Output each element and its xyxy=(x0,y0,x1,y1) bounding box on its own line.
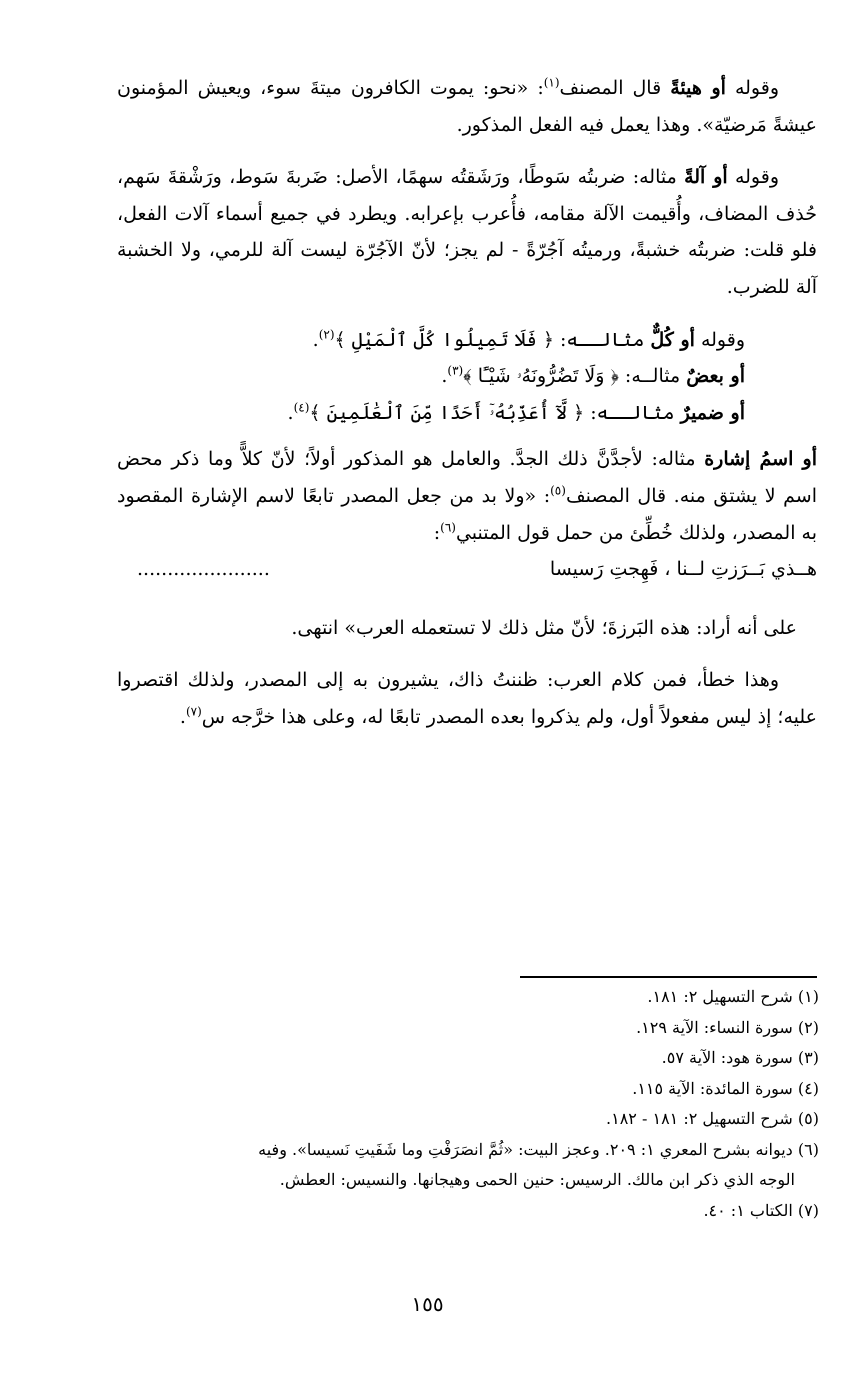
footnote-item xyxy=(99,1013,819,1044)
example-line xyxy=(117,395,817,432)
footnote-text: ديوانه بشرح المعري ١: ٢٠٩. وعجز البيت: «ثُمَّ انصَرَفْتِ وما شَفَيتِ نَسيسا». وفيه xyxy=(258,1139,793,1159)
text-run: : «ولا بد من جعل المصدر تابعًا لاسم الإشارة المقصود به المصدر، ولذلك خُطِّئ من حمل قول المتنبي xyxy=(117,484,817,544)
term-heading: أو بعضٌ xyxy=(686,365,745,388)
term-heading: أو ضميرٌ xyxy=(680,401,745,424)
footnote-item xyxy=(99,982,819,1013)
footnote-number: (٣) xyxy=(797,1048,819,1067)
text-run: . xyxy=(312,328,319,351)
text-run: : xyxy=(433,521,441,544)
text-run: . xyxy=(287,401,294,424)
footnote-divider xyxy=(520,976,817,978)
footnote-text: شرح التسهيل ٢: ١٨١. xyxy=(647,987,793,1006)
text-run: : «نحو: يموت الكافرون ميتةَ سوء، ويعيش المؤمنون عيشةً مَرضيّة». وهذا يعمل فيه الفعل المذكور. xyxy=(117,77,817,136)
footnote-ref: (٤) xyxy=(293,400,310,415)
main-text xyxy=(117,70,817,736)
footnote-text: سورة هود: الآية ٥٧. xyxy=(661,1048,793,1067)
footnote-item xyxy=(99,1043,819,1074)
footnote-ref: (٧) xyxy=(185,704,202,719)
footnote-item xyxy=(99,1104,819,1135)
text-run: وهذا خطأ، فمن كلام العرب: ظننتُ ذاك، يشيرون به إلى المصدر، ولذلك اقتصروا عليه؛ إذ ليس مفعولاً أول، ولم يذكروا بعده المصدر تابعًا له، وعلى هذا خرَّجه س xyxy=(117,669,817,728)
footnote-item xyxy=(99,1196,819,1227)
example-line xyxy=(117,358,817,395)
footnotes xyxy=(99,982,819,1226)
text-run: مثاله: ضربتُه سَوطًا، ورَشَقتُه سهمًا، الأصل: ضَربةَ سَوط، ورَشْقةَ سَهم، حُذف المضاف، وأُقيمت الآلة مقامه، فأُعرب بإعرابه. ويطرد في جميع أسماء آلات الفعل، فلو قلت: ضربتُه خشبةً، ورميتُه آجُرّةً - لم يجز؛ لأنّ الآجُرّة ليست آلة للرمي، ولا الخشبة آلة للضرب. xyxy=(117,166,817,298)
footnote-number: (٦) xyxy=(797,1139,819,1159)
footnote-item xyxy=(99,1135,819,1166)
verse-second-hemistich: ...................... xyxy=(137,558,270,581)
text-run: وقوله xyxy=(727,166,779,189)
term-heading: أو كُلٌّ xyxy=(650,328,695,351)
footnote-ref: (٣) xyxy=(447,363,464,378)
footnote-continuation: الوجه الذي ذكر ابن مالك. الرسيس: حنين الحمى وهيجانها. والنسيس: العطش. xyxy=(279,1170,795,1189)
footnote-number: (٧) xyxy=(797,1200,819,1220)
paragraph xyxy=(117,441,817,551)
text-run: وقوله xyxy=(694,328,745,351)
footnote-ref: (٥) xyxy=(550,483,566,498)
footnote-text: شرح التسهيل ٢: ١٨١ - ١٨٢. xyxy=(606,1109,793,1128)
footnote-text: الكتاب ١: ٤٠. xyxy=(703,1200,793,1220)
footnote-number: (١) xyxy=(797,987,819,1006)
example-line xyxy=(117,322,817,359)
footnote-ref: (٦) xyxy=(440,520,456,535)
paragraph: على أنه أراد: هذه البَرزةَ؛ لأنّ مثل ذلك لا تستعمله العرب» انتهى. xyxy=(291,616,797,639)
paragraph xyxy=(117,662,817,735)
text-run: مثاله: لأجدَّنَّ ذلك الجدَّ. والعامل هو المذكور أولاً؛ لأنّ كلاًّ وما ذكر محض اسم لا يشتق منه. قال المصنف xyxy=(117,448,818,507)
text-run: وقوله xyxy=(725,77,780,99)
footnote-ref: (٢) xyxy=(318,327,335,342)
footnote-ref: (١) xyxy=(543,75,560,90)
footnote-item xyxy=(99,1074,819,1105)
quran-quote: مثالــه: ﴿ وَلَا تَضُرُّونَهُۥ شَيْـًٔا ﴾ xyxy=(463,365,687,388)
text-run: قال المصنف xyxy=(559,77,671,99)
page-number: ١٥٥ xyxy=(411,1292,444,1316)
text-run: . xyxy=(179,705,186,728)
footnote-text: سورة النساء: الآية ١٢٩. xyxy=(636,1017,793,1037)
footnote-number: (٤) xyxy=(797,1078,819,1098)
term-heading: أو هيئةً xyxy=(670,77,726,99)
quran-quote: مثالــه: ﴿ لَّآ أُعَذِّبُهُۥٓ أَحَدًا مِّنَ ٱلْعَٰلَمِينَ ﴾ xyxy=(309,401,681,424)
footnote-text: سورة المائدة: الآية ١١٥. xyxy=(632,1078,793,1098)
text-run: . xyxy=(441,365,448,388)
paragraph xyxy=(117,70,817,143)
term-heading: أو اسمُ إشارة xyxy=(704,448,817,471)
footnote-number: (٥) xyxy=(797,1109,819,1128)
paragraph xyxy=(117,159,817,305)
poetry-verse xyxy=(137,551,817,588)
verse-first-hemistich: هــذي بَــرَزتِ لــنا ، فَهِجتِ رَسيسا xyxy=(549,558,817,581)
quran-quote: مثالــه: ﴿ فَلَا تَمِيلُوا كُلَّ ٱلْمَيْلِ ﴾ xyxy=(334,328,651,351)
term-heading: أو آلةً xyxy=(684,166,728,189)
footnote-number: (٢) xyxy=(797,1017,819,1037)
